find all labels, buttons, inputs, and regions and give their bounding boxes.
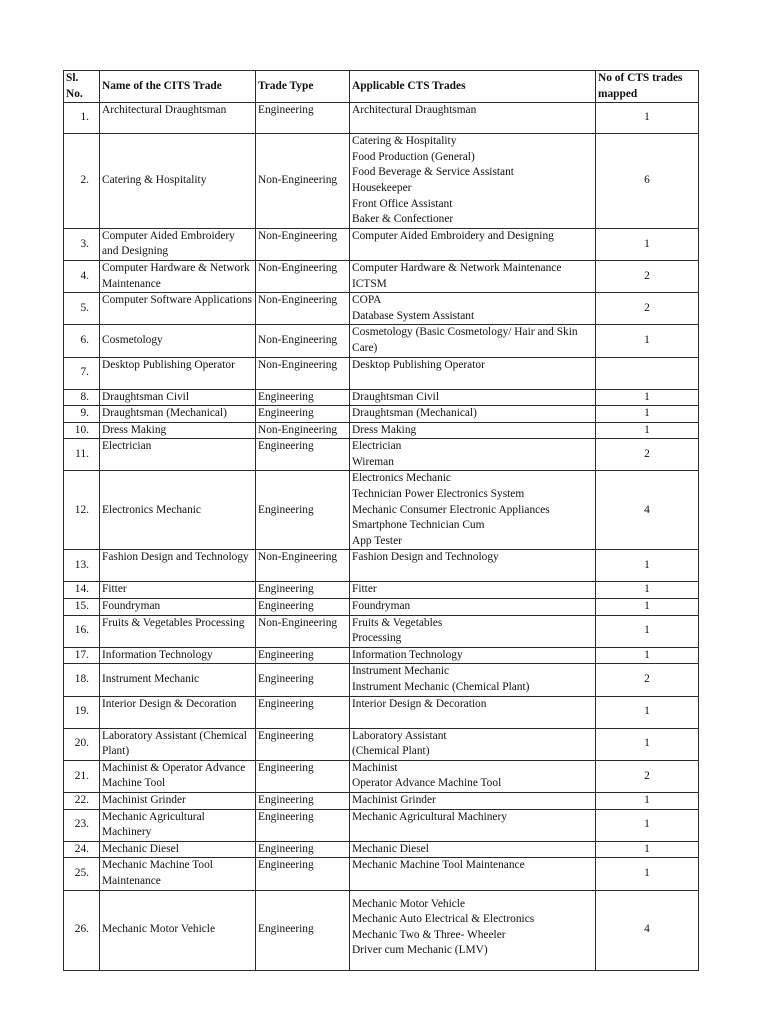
row-cts-trades-count: 1	[596, 422, 699, 439]
table-row	[64, 728, 699, 760]
row-cits-trade-name: Foundryman	[100, 599, 256, 616]
row-applicable-cts-trades	[350, 615, 596, 647]
cts-trade-item: Dress Making	[352, 423, 417, 436]
row-sl-no: 10.	[64, 422, 100, 439]
row-cts-trades-count: 2	[596, 760, 699, 792]
row-applicable-cts-trades	[350, 696, 596, 728]
row-cits-trade-name: Mechanic Diesel	[100, 841, 256, 858]
row-cts-trades-count: 1	[596, 599, 699, 616]
cts-trade-item: Fashion Design and Technology	[352, 551, 499, 564]
row-sl-no: 7.	[64, 357, 100, 389]
cts-trade-item: Food Beverage & Service Assistant	[352, 166, 514, 179]
row-trade-type: Non-Engineering	[256, 293, 350, 325]
cts-trade-item: Mechanic Diesel	[352, 842, 429, 855]
row-trade-type: Engineering	[256, 809, 350, 841]
cts-trade-item: Electronics Mechanic	[352, 472, 451, 485]
row-cts-trades-count: 1	[596, 793, 699, 810]
row-sl-no: 9.	[64, 406, 100, 423]
table-row	[64, 260, 699, 292]
row-cits-trade-name: Electrician	[100, 439, 256, 471]
cts-trade-item: Architectural Draughtsman	[352, 104, 477, 117]
cts-trade-item: Computer Aided Embroidery and Designing	[352, 229, 554, 242]
row-sl-no: 21.	[64, 760, 100, 792]
cts-trade-item: Wireman	[352, 455, 394, 468]
row-cits-trade-name: Mechanic Motor Vehicle	[100, 890, 256, 970]
cts-trade-item: Foundryman	[352, 600, 411, 613]
table-row	[64, 228, 699, 260]
table-row	[64, 760, 699, 792]
row-cts-trades-count: 1	[596, 550, 699, 582]
row-cts-trades-count: 1	[596, 615, 699, 647]
row-applicable-cts-trades	[350, 760, 596, 792]
row-cts-trades-count	[596, 357, 699, 389]
cts-trade-item: Machinist Grinder	[352, 794, 436, 806]
cts-trade-item: Computer Hardware & Network Maintenance	[352, 261, 562, 274]
row-sl-no: 1.	[64, 103, 100, 134]
row-cts-trades-count: 1	[596, 406, 699, 423]
row-applicable-cts-trades	[350, 809, 596, 841]
row-cits-trade-name: Fashion Design and Technology	[100, 550, 256, 582]
row-trade-type: Engineering	[256, 439, 350, 471]
row-trade-type: Engineering	[256, 793, 350, 810]
cts-trade-item: Fruits & Vegetables	[352, 616, 443, 629]
cts-trade-item: Mechanic Machine Tool Maintenance	[352, 859, 525, 872]
row-cts-trades-count: 1	[596, 841, 699, 858]
table-row	[64, 664, 699, 696]
cts-trade-item: Machinist	[352, 761, 398, 774]
table-row	[64, 599, 699, 616]
table-row	[64, 841, 699, 858]
row-sl-no: 20.	[64, 728, 100, 760]
row-cts-trades-count: 1	[596, 647, 699, 664]
row-applicable-cts-trades	[350, 325, 596, 357]
row-trade-type: Non-Engineering	[256, 228, 350, 260]
row-sl-no: 2.	[64, 134, 100, 229]
row-trade-type: Non-Engineering	[256, 134, 350, 229]
cts-trade-item: Desktop Publishing Operator	[352, 358, 485, 371]
row-sl-no: 25.	[64, 858, 100, 890]
row-cits-trade-name: Dress Making	[100, 422, 256, 439]
row-sl-no: 8.	[64, 389, 100, 406]
cts-trade-item: COPA	[352, 294, 382, 307]
row-applicable-cts-trades	[350, 890, 596, 970]
cts-trade-item: App Tester	[352, 534, 402, 547]
cts-trade-item: Care)	[352, 341, 378, 354]
row-applicable-cts-trades	[350, 134, 596, 229]
cts-trade-item: Instrument Mechanic	[352, 665, 450, 678]
row-applicable-cts-trades	[350, 439, 596, 471]
row-trade-type: Engineering	[256, 858, 350, 890]
row-trade-type: Engineering	[256, 647, 350, 664]
cts-trade-item: Fitter	[352, 583, 377, 596]
table-row	[64, 357, 699, 389]
row-cts-trades-count: 1	[596, 582, 699, 599]
row-cits-trade-name: Computer Hardware & Network Maintenance	[100, 260, 256, 292]
row-sl-no: 23.	[64, 809, 100, 841]
row-cts-trades-count: 2	[596, 664, 699, 696]
row-cits-trade-name: Mechanic Machine Tool Maintenance	[100, 858, 256, 890]
row-applicable-cts-trades	[350, 228, 596, 260]
cts-trade-item: Electrician	[352, 440, 402, 453]
row-sl-no: 13.	[64, 550, 100, 582]
cts-trade-item: Catering & Hospitality	[352, 135, 457, 148]
row-trade-type: Engineering	[256, 406, 350, 423]
row-sl-no: 15.	[64, 599, 100, 616]
table-row	[64, 389, 699, 406]
row-sl-no: 18.	[64, 664, 100, 696]
row-sl-no: 14.	[64, 582, 100, 599]
row-cts-trades-count: 1	[596, 228, 699, 260]
row-trade-type: Non-Engineering	[256, 260, 350, 292]
row-applicable-cts-trades	[350, 858, 596, 890]
row-cits-trade-name: Interior Design & Decoration	[100, 696, 256, 728]
table-row	[64, 422, 699, 439]
row-applicable-cts-trades	[350, 260, 596, 292]
cts-trade-item: Mechanic Auto Electrical & Electronics	[352, 913, 535, 926]
row-cts-trades-count: 1	[596, 696, 699, 728]
row-trade-type: Engineering	[256, 103, 350, 134]
row-cits-trade-name: Desktop Publishing Operator	[100, 357, 256, 389]
row-cts-trades-count: 1	[596, 389, 699, 406]
row-applicable-cts-trades	[350, 293, 596, 325]
cts-trade-item: Laboratory Assistant	[352, 729, 447, 742]
cts-trade-item: Database System Assistant	[352, 309, 475, 322]
row-trade-type: Non-Engineering	[256, 550, 350, 582]
row-trade-type: Engineering	[256, 760, 350, 792]
table-row	[64, 647, 699, 664]
cts-trade-item: Technician Power Electronics System	[352, 488, 525, 501]
header-applicable-cts-trades: Applicable CTS Trades	[350, 71, 596, 103]
cts-trade-item: Mechanic Consumer Electronic Appliances	[352, 503, 550, 516]
table-row	[64, 439, 699, 471]
row-cts-trades-count: 1	[596, 728, 699, 760]
row-sl-no: 4.	[64, 260, 100, 292]
row-applicable-cts-trades	[350, 357, 596, 389]
table-row	[64, 858, 699, 890]
row-trade-type: Engineering	[256, 841, 350, 858]
table-body	[64, 103, 699, 970]
table-row	[64, 615, 699, 647]
table-row	[64, 696, 699, 728]
row-cts-trades-count: 2	[596, 439, 699, 471]
row-cts-trades-count: 1	[596, 325, 699, 357]
row-cts-trades-count: 2	[596, 293, 699, 325]
row-applicable-cts-trades	[350, 664, 596, 696]
row-cts-trades-count: 4	[596, 471, 699, 550]
row-sl-no: 11.	[64, 439, 100, 471]
cts-trade-item: Mechanic Motor Vehicle	[352, 897, 466, 910]
row-cits-trade-name: Machinist & Operator Advance Machine Tool	[100, 760, 256, 792]
cts-trade-item: (Chemical Plant)	[352, 745, 430, 758]
row-cits-trade-name: Mechanic Agricultural Machinery	[100, 809, 256, 841]
row-sl-no: 12.	[64, 471, 100, 550]
row-applicable-cts-trades	[350, 793, 596, 810]
row-sl-no: 5.	[64, 293, 100, 325]
row-applicable-cts-trades	[350, 471, 596, 550]
row-sl-no: 22.	[64, 793, 100, 810]
cts-trade-item: Processing	[352, 632, 402, 645]
row-applicable-cts-trades	[350, 728, 596, 760]
cts-trade-item: Baker & Confectioner	[352, 213, 454, 226]
row-trade-type: Engineering	[256, 728, 350, 760]
row-cits-trade-name: Draughtsman Civil	[100, 389, 256, 406]
table-row	[64, 134, 699, 229]
row-applicable-cts-trades	[350, 103, 596, 134]
cits-trades-table	[63, 70, 699, 971]
row-applicable-cts-trades	[350, 647, 596, 664]
row-cits-trade-name: Draughtsman (Mechanical)	[100, 406, 256, 423]
header-cts-trades-count: No of CTS trades mapped	[596, 71, 699, 103]
cts-trade-item: Mechanic Agricultural Machinery	[352, 810, 507, 823]
row-sl-no: 24.	[64, 841, 100, 858]
row-cits-trade-name: Architectural Draughtsman	[100, 103, 256, 134]
row-cits-trade-name: Machinist Grinder	[100, 793, 256, 810]
row-cits-trade-name: Fitter	[100, 582, 256, 599]
row-cts-trades-count: 1	[596, 809, 699, 841]
row-cits-trade-name: Laboratory Assistant (Chemical Plant)	[100, 728, 256, 760]
row-cits-trade-name: Electronics Mechanic	[100, 471, 256, 550]
row-cts-trades-count: 6	[596, 134, 699, 229]
row-sl-no: 3.	[64, 228, 100, 260]
cts-trade-item: Information Technology	[352, 648, 463, 661]
cts-trade-item: Mechanic Two & Three- Wheeler	[352, 928, 506, 941]
table-row	[64, 582, 699, 599]
row-applicable-cts-trades	[350, 389, 596, 406]
row-cts-trades-count: 1	[596, 103, 699, 134]
cts-trade-item: ICTSM	[352, 277, 387, 290]
row-cits-trade-name: Computer Software Applications	[100, 293, 256, 325]
row-trade-type: Non-Engineering	[256, 615, 350, 647]
row-applicable-cts-trades	[350, 422, 596, 439]
row-trade-type: Engineering	[256, 599, 350, 616]
table-row	[64, 325, 699, 357]
row-cits-trade-name: Instrument Mechanic	[100, 664, 256, 696]
table-row	[64, 550, 699, 582]
row-trade-type: Engineering	[256, 890, 350, 970]
header-sl-no: Sl. No.	[64, 71, 100, 103]
row-applicable-cts-trades	[350, 841, 596, 858]
table-row	[64, 809, 699, 841]
table-row	[64, 890, 699, 970]
table-row	[64, 793, 699, 810]
row-cits-trade-name: Fruits & Vegetables Processing	[100, 615, 256, 647]
row-trade-type: Engineering	[256, 471, 350, 550]
cts-trade-item: Front Office Assistant	[352, 197, 453, 210]
table-row	[64, 406, 699, 423]
cts-trade-item: Interior Design & Decoration	[352, 697, 487, 710]
row-sl-no: 17.	[64, 647, 100, 664]
cts-trade-item: Draughtsman (Mechanical)	[352, 407, 477, 420]
row-cits-trade-name: Information Technology	[100, 647, 256, 664]
row-trade-type: Engineering	[256, 664, 350, 696]
row-cits-trade-name: Cosmetology	[100, 325, 256, 357]
cts-trade-item: Draughtsman Civil	[352, 390, 440, 403]
cits-trades-table-container	[63, 70, 698, 971]
table-row	[64, 103, 699, 134]
row-trade-type: Non-Engineering	[256, 325, 350, 357]
row-cts-trades-count: 2	[596, 260, 699, 292]
row-sl-no: 16.	[64, 615, 100, 647]
cts-trade-item: Driver cum Mechanic (LMV)	[352, 944, 488, 957]
row-trade-type: Engineering	[256, 389, 350, 406]
row-cits-trade-name: Computer Aided Embroidery and Designing	[100, 228, 256, 260]
table-row	[64, 471, 699, 550]
row-applicable-cts-trades	[350, 406, 596, 423]
row-sl-no: 19.	[64, 696, 100, 728]
cts-trade-item: Instrument Mechanic (Chemical Plant)	[352, 681, 530, 694]
row-applicable-cts-trades	[350, 599, 596, 616]
row-trade-type: Non-Engineering	[256, 357, 350, 389]
table-row	[64, 293, 699, 325]
row-cts-trades-count: 1	[596, 858, 699, 890]
cts-trade-item: Cosmetology (Basic Cosmetology/ Hair and Skin	[352, 326, 578, 339]
row-trade-type: Non-Engineering	[256, 422, 350, 439]
row-applicable-cts-trades	[350, 582, 596, 599]
row-cits-trade-name: Catering & Hospitality	[100, 134, 256, 229]
cts-trade-item: Food Production (General)	[352, 150, 475, 163]
row-applicable-cts-trades	[350, 550, 596, 582]
header-cits-trade-name: Name of the CITS Trade	[100, 71, 256, 103]
header-trade-type: Trade Type	[256, 71, 350, 103]
row-trade-type: Engineering	[256, 696, 350, 728]
cts-trade-item: Operator Advance Machine Tool	[352, 777, 502, 790]
row-sl-no: 26.	[64, 890, 100, 970]
row-sl-no: 6.	[64, 325, 100, 357]
cts-trade-item: Smartphone Technician Cum	[352, 519, 485, 532]
cts-trade-item: Housekeeper	[352, 181, 412, 194]
row-cts-trades-count: 4	[596, 890, 699, 970]
row-trade-type: Engineering	[256, 582, 350, 599]
table-header-row	[64, 71, 699, 103]
